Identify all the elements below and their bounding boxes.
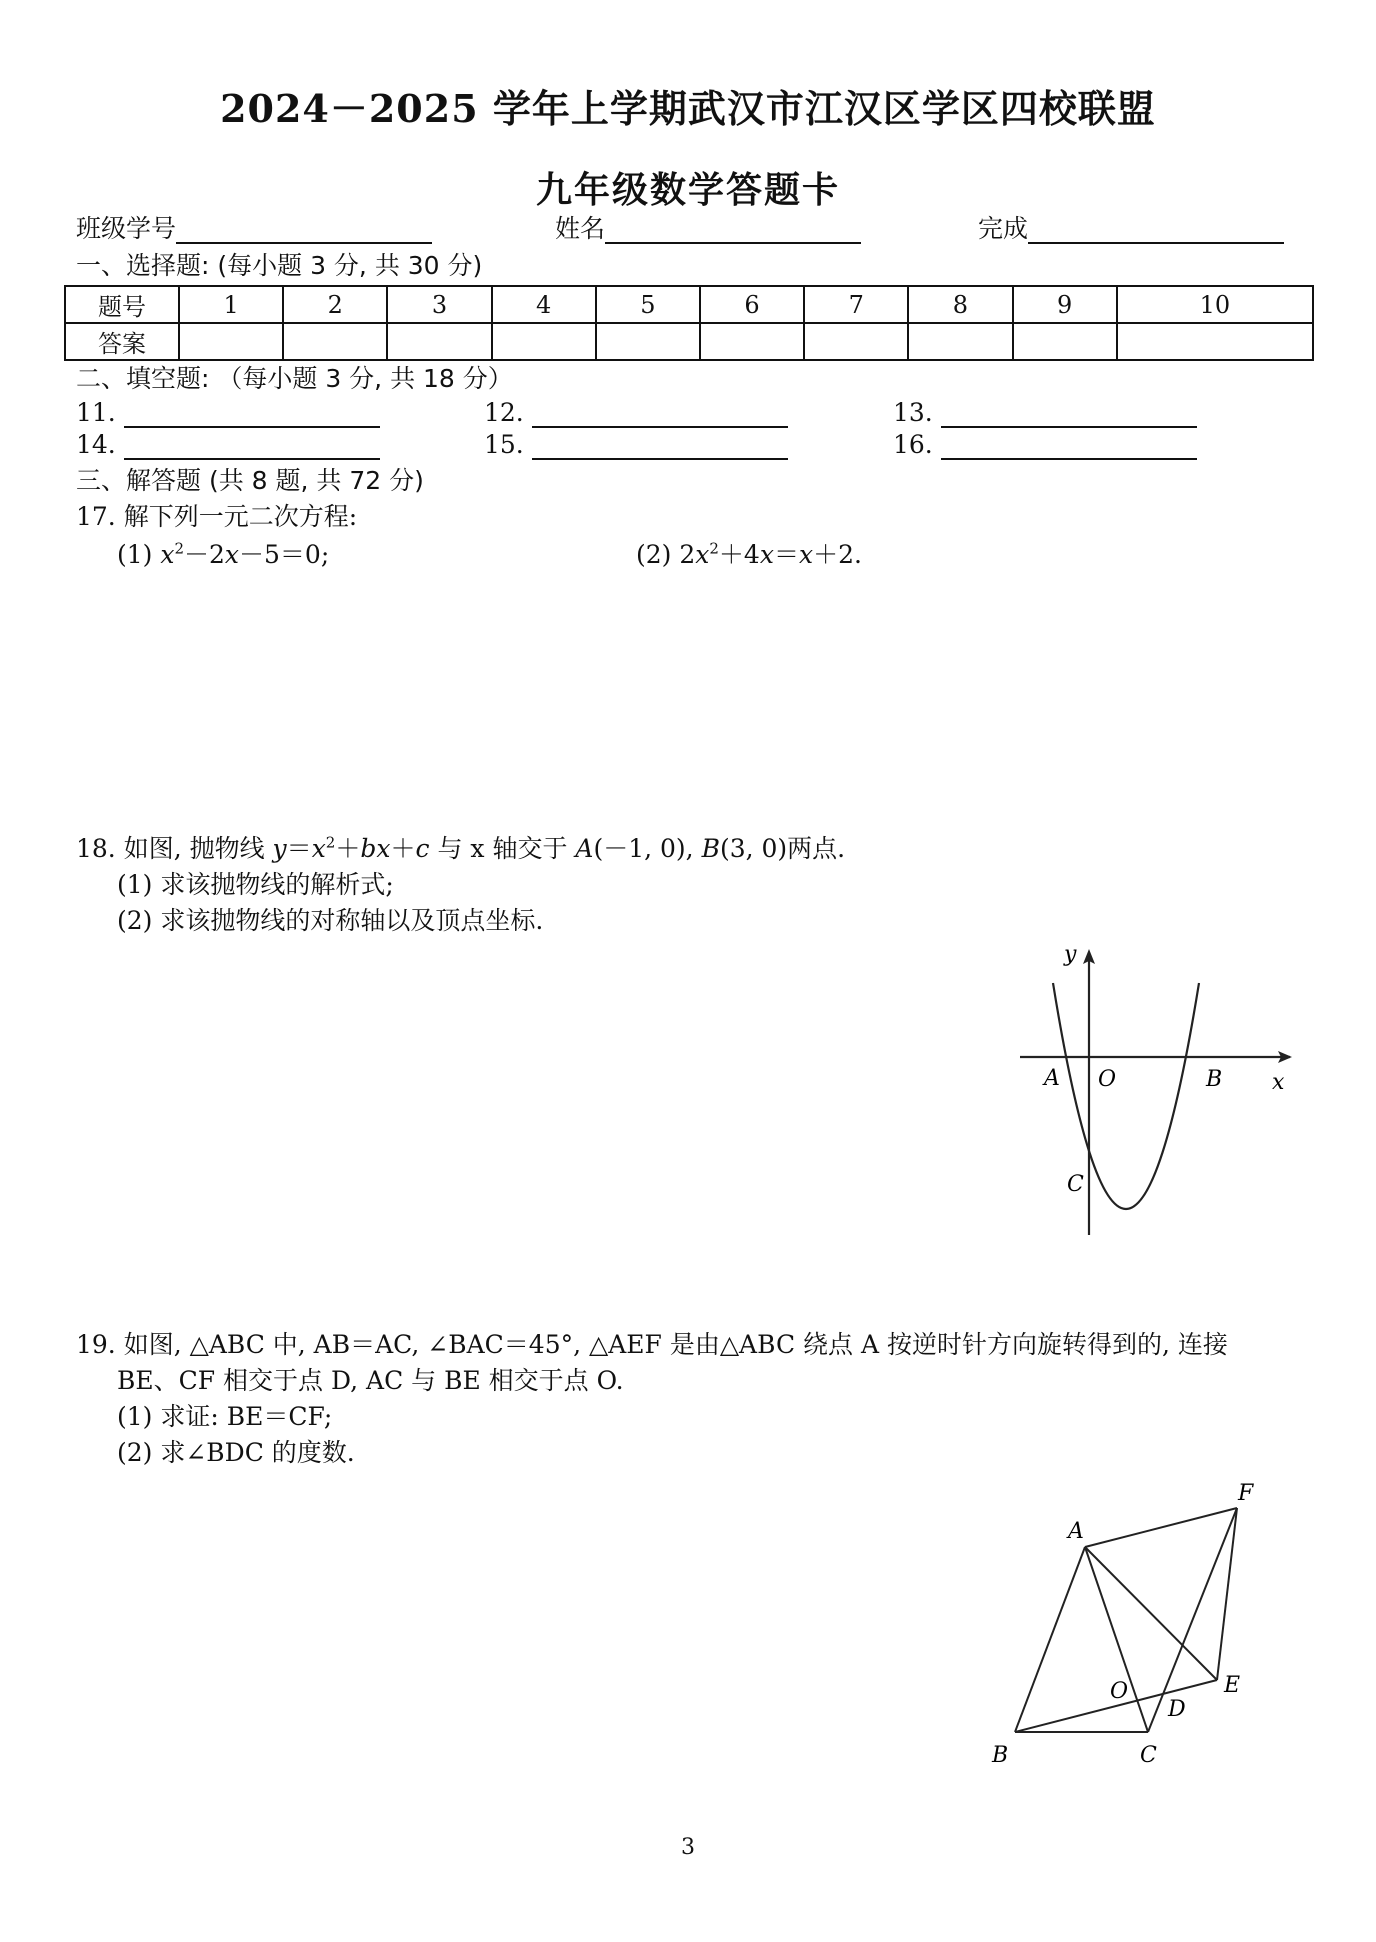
fig-label-C: C bbox=[1140, 1743, 1157, 1768]
q18-stem-part-b: 与 x 轴交于 bbox=[429, 834, 576, 863]
blank-16 bbox=[893, 430, 1197, 460]
choice-answer-table bbox=[64, 285, 1314, 361]
fill-blank-line[interactable] bbox=[941, 434, 1197, 460]
fill-blank-line[interactable] bbox=[941, 402, 1197, 428]
answer-cell[interactable] bbox=[283, 323, 387, 360]
q19-line2: BE、CF 相交于点 D, AC 与 BE 相交于点 O. bbox=[117, 1366, 624, 1395]
answer-cell[interactable] bbox=[1013, 323, 1117, 360]
answer-cell[interactable] bbox=[596, 323, 700, 360]
answer-row bbox=[65, 323, 1313, 360]
fig-label-F: F bbox=[1238, 1481, 1254, 1506]
fill-blank-line[interactable] bbox=[124, 402, 380, 428]
q17-equation1: $x^2-2x-5=0$; bbox=[160, 539, 330, 569]
q18-parabola-equation: $y=x^2+bx+c$ bbox=[272, 833, 430, 863]
fig-label-O: O bbox=[1098, 1067, 1117, 1092]
q18-stem-part-a: 18. 如图, 抛物线 bbox=[76, 834, 273, 863]
question-number-cell: 5 bbox=[596, 286, 700, 323]
blank-number: 11. bbox=[76, 398, 116, 427]
segment-AE bbox=[1085, 1547, 1217, 1680]
fig-label-C: C bbox=[1067, 1172, 1084, 1197]
blank-number: 15. bbox=[484, 430, 524, 459]
row-label-answer: 答案 bbox=[65, 323, 179, 360]
fig-label-A: A bbox=[1068, 1519, 1084, 1544]
answer-cell[interactable] bbox=[1117, 323, 1313, 360]
q18-part2: (2) 求该抛物线的对称轴以及顶点坐标. bbox=[117, 906, 544, 935]
question-number-cell: 10 bbox=[1117, 286, 1313, 323]
question-number-cell: 9 bbox=[1013, 286, 1117, 323]
answer-cell[interactable] bbox=[387, 323, 491, 360]
question-number-cell: 3 bbox=[387, 286, 491, 323]
fig-label-O: O bbox=[1110, 1679, 1129, 1704]
blank-number: 13. bbox=[893, 398, 933, 427]
q18-part1: (1) 求该抛物线的解析式; bbox=[117, 870, 394, 899]
q17-equation2: $2x^2+4x=x+2$. bbox=[679, 539, 862, 569]
page-number: 3 bbox=[681, 1835, 695, 1860]
complete-field bbox=[978, 214, 1284, 244]
name-label: 姓名 bbox=[555, 214, 606, 243]
complete-blank[interactable] bbox=[1028, 218, 1284, 244]
fill-blank-line[interactable] bbox=[532, 434, 788, 460]
blank-11 bbox=[76, 398, 380, 428]
fig-label-B: B bbox=[1206, 1067, 1223, 1092]
section3-heading: 三、解答题 (共 8 题, 共 72 分) bbox=[76, 466, 424, 495]
q18-stem bbox=[76, 834, 845, 864]
q19-part1: (1) 求证: BE＝CF; bbox=[117, 1402, 333, 1431]
complete-label: 完成 bbox=[978, 214, 1029, 243]
name-field bbox=[555, 214, 861, 244]
blank-15 bbox=[484, 430, 788, 460]
answer-cell[interactable] bbox=[700, 323, 804, 360]
blank-number: 16. bbox=[893, 430, 933, 459]
class-id-label: 班级学号 bbox=[76, 214, 177, 243]
q19-part2: (2) 求∠BDC 的度数. bbox=[117, 1438, 355, 1467]
question-number-cell: 4 bbox=[492, 286, 596, 323]
name-blank[interactable] bbox=[605, 218, 861, 244]
question-number-cell: 6 bbox=[700, 286, 804, 323]
section2-heading: 二、填空题: （每小题 3 分, 共 18 分） bbox=[76, 364, 513, 393]
question-number-cell: 7 bbox=[804, 286, 908, 323]
answer-cell[interactable] bbox=[908, 323, 1012, 360]
answer-cell[interactable] bbox=[492, 323, 596, 360]
fig-label-y: y bbox=[1064, 942, 1077, 967]
blank-14 bbox=[76, 430, 380, 460]
answer-cell[interactable] bbox=[804, 323, 908, 360]
fig-label-B: B bbox=[992, 1743, 1009, 1768]
exam-title: 2024－2025 学年上学期武汉市江汉区学区四校联盟 bbox=[220, 86, 1156, 131]
q17-part1 bbox=[117, 540, 329, 570]
question-number-row bbox=[65, 286, 1313, 323]
question-number-cell: 1 bbox=[179, 286, 283, 323]
segment-AC bbox=[1085, 1547, 1148, 1732]
q17-part2-prefix: (2) bbox=[636, 540, 680, 569]
q18-points: A(－1, 0), B(3, 0)两点. bbox=[575, 834, 846, 863]
fill-blank-line[interactable] bbox=[124, 434, 380, 460]
section1-heading: 一、选择题: (每小题 3 分, 共 30 分) bbox=[76, 251, 483, 280]
q17-part2 bbox=[636, 540, 862, 570]
rotation-triangles-figure bbox=[980, 1470, 1310, 1790]
fig-label-D: D bbox=[1168, 1697, 1186, 1722]
answer-sheet-title: 九年级数学答题卡 bbox=[535, 169, 840, 211]
segment-AF bbox=[1085, 1508, 1237, 1547]
fig-label-E: E bbox=[1224, 1673, 1241, 1698]
fig-label-x: x bbox=[1272, 1070, 1285, 1095]
q17-part1-prefix: (1) bbox=[117, 540, 161, 569]
row-label-question-number: 题号 bbox=[65, 286, 179, 323]
parabola-figure bbox=[1010, 935, 1320, 1255]
blank-13 bbox=[893, 398, 1197, 428]
blank-12 bbox=[484, 398, 788, 428]
blank-number: 14. bbox=[76, 430, 116, 459]
blank-number: 12. bbox=[484, 398, 524, 427]
class-id-blank[interactable] bbox=[176, 218, 432, 244]
answer-cell[interactable] bbox=[179, 323, 283, 360]
fig-label-A: A bbox=[1044, 1066, 1060, 1091]
segment-AB bbox=[1015, 1547, 1085, 1732]
q19-line1: 19. 如图, △ABC 中, AB＝AC, ∠BAC＝45°, △AEF 是由△ABC 绕点 A 按逆时针方向旋转得到的, 连接 bbox=[76, 1330, 1228, 1359]
question-number-cell: 8 bbox=[908, 286, 1012, 323]
question-number-cell: 2 bbox=[283, 286, 387, 323]
class-id-field bbox=[76, 214, 432, 244]
q17-stem: 17. 解下列一元二次方程: bbox=[76, 502, 358, 531]
fill-blank-line[interactable] bbox=[532, 402, 788, 428]
